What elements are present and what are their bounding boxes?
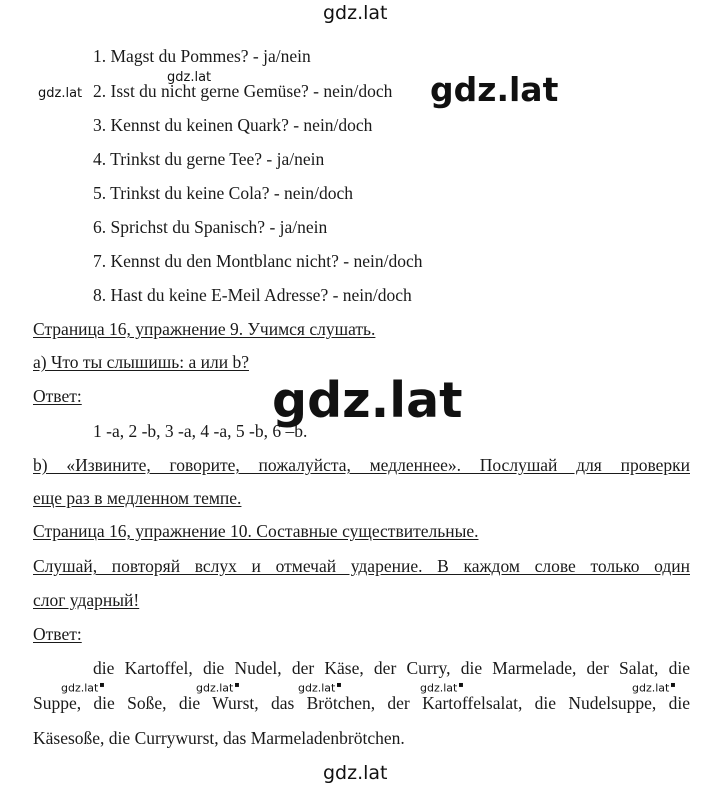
exercise9-part-b-line2: еще раз в медленном темпе. xyxy=(33,488,242,508)
watermark-small: gdz.lat xyxy=(167,70,212,85)
question-item: 5. Trinkst du keine Cola? - nein/doch xyxy=(93,183,354,203)
question-item: 1. Magst du Pommes? - ja/nein xyxy=(93,46,311,66)
watermark-large: gdz.lat xyxy=(430,70,559,109)
question-item: 3. Kennst du keinen Quark? - nein/doch xyxy=(93,115,373,135)
question-item: 7. Kennst du den Montblanc nicht? - nein/doch xyxy=(93,251,423,271)
watermark-side: gdz.lat xyxy=(38,86,83,101)
exercise9-heading: Страница 16, упражнение 9. Учимся слушать. xyxy=(33,319,376,339)
exercise10-answer-line1: die Kartoffel, die Nudel, der Käse, der Curry, die Marmelade, der Salat, die xyxy=(93,658,690,678)
watermark-inline: gdz.lat ▪ xyxy=(196,680,240,695)
question-item: 6. Sprichst du Spanisch? - ja/nein xyxy=(93,217,328,237)
watermark-inline: gdz.lat ▪ xyxy=(298,680,342,695)
watermark-top: gdz.lat xyxy=(323,2,388,24)
question-item: 8. Hast du keine E-Meil Adresse? - nein/doch xyxy=(93,285,412,305)
exercise10-task-line2: слог ударный! xyxy=(33,590,140,610)
exercise10-answer-line2: Suppe, die Soße, die Wurst, das Brötchen, der Kartoffelsalat, die Nudelsuppe, die xyxy=(33,693,690,713)
exercise9-part-a: а) Что ты слышишь: а или b? xyxy=(33,352,249,372)
watermark-inline: gdz.lat ▪ xyxy=(632,680,676,695)
watermark-inline: gdz.lat ▪ xyxy=(420,680,464,695)
exercise10-answer-label: Ответ: xyxy=(33,624,82,644)
exercise9-answer-label: Ответ: xyxy=(33,386,82,406)
watermark-bottom: gdz.lat xyxy=(323,762,388,784)
watermark-inline: gdz.lat ▪ xyxy=(61,680,105,695)
question-item: 4. Trinkst du gerne Tee? - ja/nein xyxy=(93,149,325,169)
exercise9-part-b-line1: b) «Извините, говорите, пожалуйста, медленнее». Послушай для проверки xyxy=(33,455,690,475)
exercise10-heading: Страница 16, упражнение 10. Составные существительные. xyxy=(33,521,479,541)
exercise10-task-line1: Слушай, повторяй вслух и отмечай ударение. В каждом слове только один xyxy=(33,556,690,576)
exercise10-answer-line3: Käsesoße, die Currywurst, das Marmeladenbrötchen. xyxy=(33,728,405,748)
exercise9-answer: 1 -a, 2 -b, 3 -a, 4 -a, 5 -b, 6 –b. xyxy=(93,421,308,441)
watermark-center: gdz.lat xyxy=(272,372,463,429)
question-item: 2. Isst du nicht gerne Gemüse? - nein/doch xyxy=(93,81,393,101)
